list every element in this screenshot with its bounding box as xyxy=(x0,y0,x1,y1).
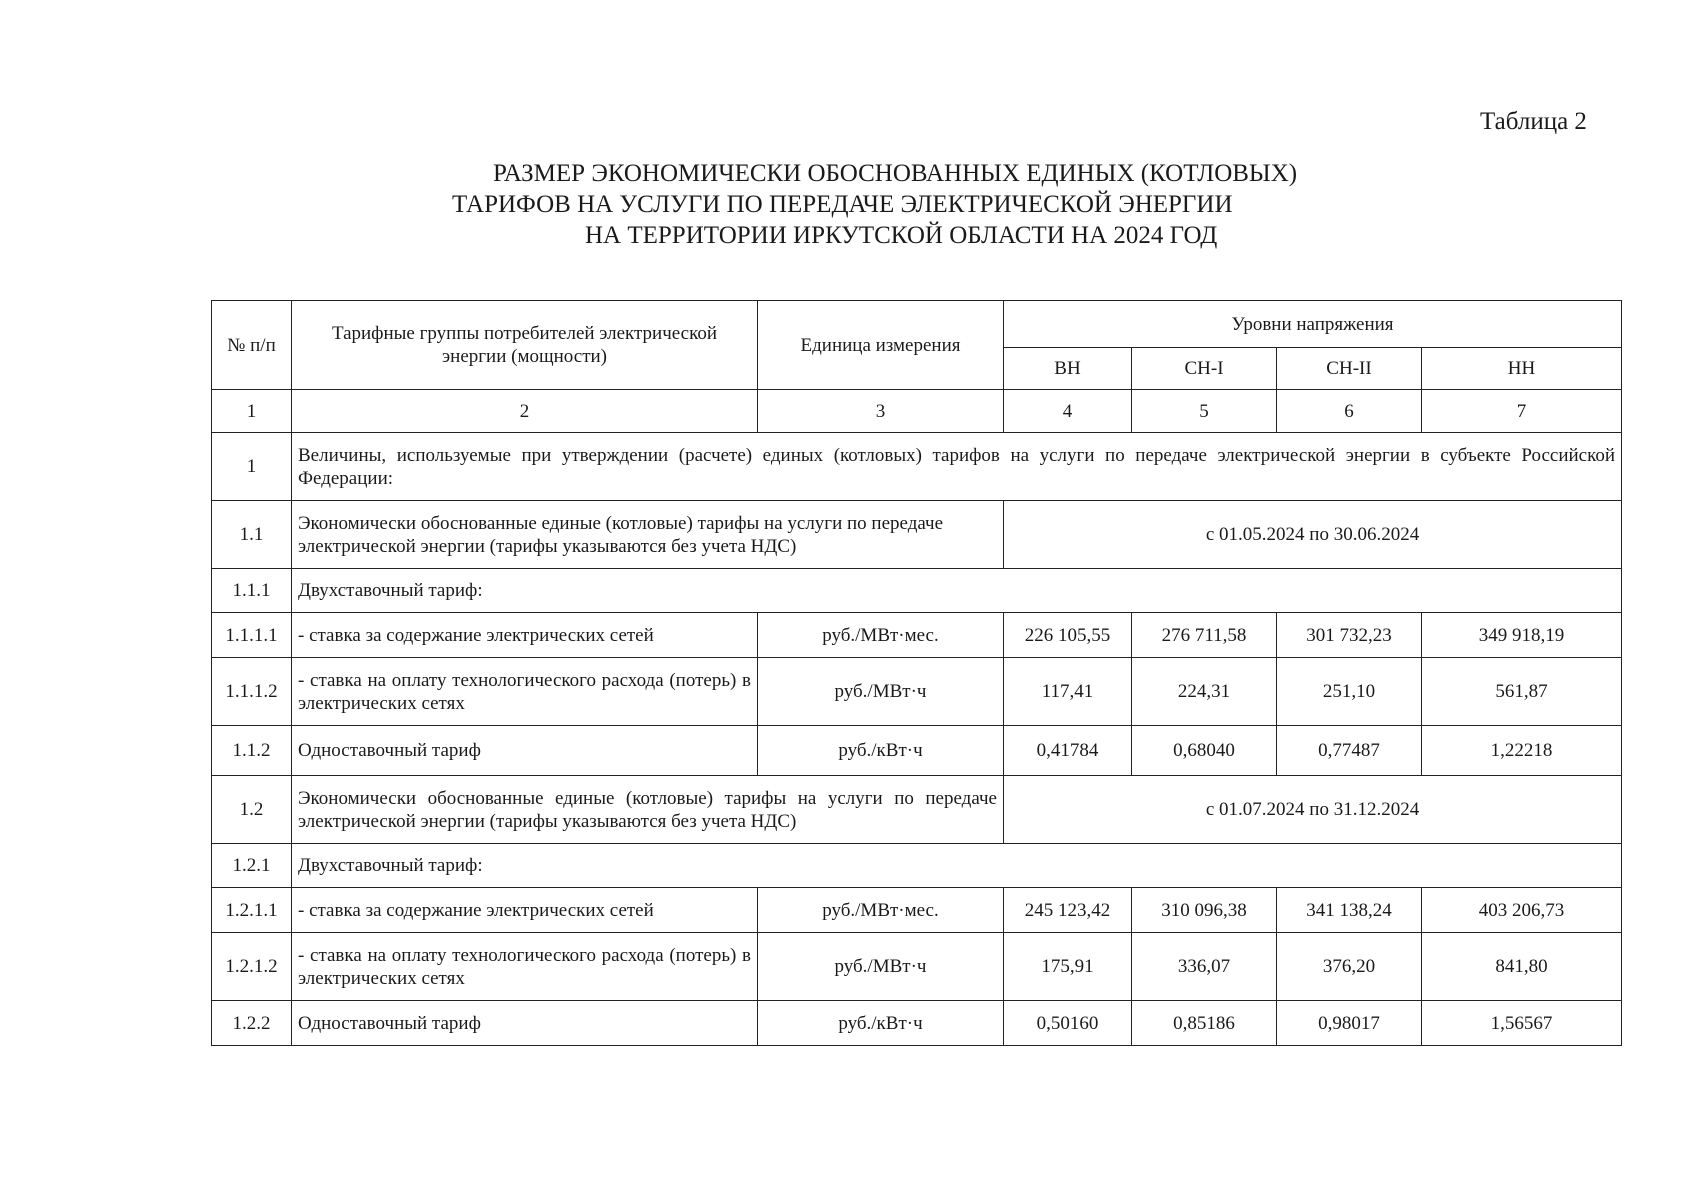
col-number: 6 xyxy=(1277,390,1422,433)
table-row xyxy=(212,433,1622,501)
row-num: 1.1.1 xyxy=(212,569,292,613)
col-number: 5 xyxy=(1132,390,1277,433)
table-row xyxy=(212,658,1622,726)
row-text: Экономически обоснованные единые (котловые) тарифы на услуги по передаче электрической энергии (тарифы указываются без учета НДС) xyxy=(292,776,1004,844)
row-text: - ставка на оплату технологического расхода (потерь) в электрических сетях xyxy=(292,933,758,1001)
table-row xyxy=(212,1001,1622,1046)
value-sn1: 276 711,58 xyxy=(1132,613,1277,658)
header-nn: НН xyxy=(1422,348,1622,390)
row-text: Двухставочный тариф: xyxy=(292,844,1622,888)
row-unit: руб./МВт·мес. xyxy=(758,613,1004,658)
col-number: 7 xyxy=(1422,390,1622,433)
value-sn2: 0,77487 xyxy=(1277,726,1422,776)
table-row xyxy=(212,933,1622,1001)
value-nn: 1,22218 xyxy=(1422,726,1622,776)
header-groups: Тарифные группы потребителей электрической энергии (мощности) xyxy=(292,301,758,390)
header-sn2: СН-II xyxy=(1277,348,1422,390)
period-cell: с 01.07.2024 по 31.12.2024 xyxy=(1004,776,1622,844)
table-row xyxy=(212,776,1622,844)
value-nn: 403 206,73 xyxy=(1422,888,1622,933)
col-number: 2 xyxy=(292,390,758,433)
value-nn: 561,87 xyxy=(1422,658,1622,726)
value-vn: 245 123,42 xyxy=(1004,888,1132,933)
row-num: 1 xyxy=(212,433,292,501)
value-nn: 841,80 xyxy=(1422,933,1622,1001)
value-sn2: 251,10 xyxy=(1277,658,1422,726)
row-unit: руб./кВт·ч xyxy=(758,726,1004,776)
table-row xyxy=(212,726,1622,776)
header-vn: ВН xyxy=(1004,348,1132,390)
col-number: 1 xyxy=(212,390,292,433)
table-row xyxy=(212,501,1622,569)
title-line-2: ТАРИФОВ НА УСЛУГИ ПО ПЕРЕДАЧЕ ЭЛЕКТРИЧЕСКОЙ ЭНЕРГИИ xyxy=(452,191,1233,218)
value-sn2: 376,20 xyxy=(1277,933,1422,1001)
value-sn1: 0,85186 xyxy=(1132,1001,1277,1046)
row-text: - ставка за содержание электрических сетей xyxy=(292,613,758,658)
tariff-table xyxy=(211,300,1622,1046)
value-sn1: 224,31 xyxy=(1132,658,1277,726)
col-number: 4 xyxy=(1004,390,1132,433)
table-row xyxy=(212,888,1622,933)
header-levels: Уровни напряжения xyxy=(1004,301,1622,348)
row-text: Одноставочный тариф xyxy=(292,726,758,776)
row-text: Величины, используемые при утверждении (расчете) единых (котловых) тарифов на услуги по передаче электрической энергии в субъекте Российской Федерации: xyxy=(292,433,1622,501)
row-unit: руб./кВт·ч xyxy=(758,1001,1004,1046)
col-number: 3 xyxy=(758,390,1004,433)
header-sn1: СН-I xyxy=(1132,348,1277,390)
row-text: Экономически обоснованные единые (котловые) тарифы на услуги по передаче электрической энергии (тарифы указываются без учета НДС) xyxy=(292,501,1004,569)
value-vn: 0,41784 xyxy=(1004,726,1132,776)
row-num: 1.2.1.1 xyxy=(212,888,292,933)
table-row xyxy=(212,569,1622,613)
value-nn: 1,56567 xyxy=(1422,1001,1622,1046)
row-text: Двухставочный тариф: xyxy=(292,569,1622,613)
table-label: Таблица 2 xyxy=(1480,108,1587,135)
row-text: - ставка за содержание электрических сетей xyxy=(292,888,758,933)
title-line-3: НА ТЕРРИТОРИИ ИРКУТСКОЙ ОБЛАСТИ НА 2024 ГОД xyxy=(585,222,1218,249)
row-unit: руб./МВт·ч xyxy=(758,933,1004,1001)
header-unit: Единица измерения xyxy=(758,301,1004,390)
value-vn: 226 105,55 xyxy=(1004,613,1132,658)
value-nn: 349 918,19 xyxy=(1422,613,1622,658)
value-vn: 0,50160 xyxy=(1004,1001,1132,1046)
row-num: 1.1 xyxy=(212,501,292,569)
value-sn1: 310 096,38 xyxy=(1132,888,1277,933)
value-vn: 117,41 xyxy=(1004,658,1132,726)
row-unit: руб./МВт·ч xyxy=(758,658,1004,726)
value-sn2: 341 138,24 xyxy=(1277,888,1422,933)
row-num: 1.1.1.1 xyxy=(212,613,292,658)
column-numbers-row xyxy=(212,390,1622,433)
row-num: 1.2.1 xyxy=(212,844,292,888)
row-unit: руб./МВт·мес. xyxy=(758,888,1004,933)
table-row xyxy=(212,613,1622,658)
row-text: - ставка на оплату технологического расхода (потерь) в электрических сетях xyxy=(292,658,758,726)
period-cell: с 01.05.2024 по 30.06.2024 xyxy=(1004,501,1622,569)
row-num: 1.1.1.2 xyxy=(212,658,292,726)
title-line-1: РАЗМЕР ЭКОНОМИЧЕСКИ ОБОСНОВАННЫХ ЕДИНЫХ (КОТЛОВЫХ) xyxy=(493,160,1298,187)
row-num: 1.2 xyxy=(212,776,292,844)
row-num: 1.1.2 xyxy=(212,726,292,776)
value-sn1: 336,07 xyxy=(1132,933,1277,1001)
row-num: 1.2.2 xyxy=(212,1001,292,1046)
header-row-1 xyxy=(212,301,1622,348)
value-sn1: 0,68040 xyxy=(1132,726,1277,776)
value-sn2: 0,98017 xyxy=(1277,1001,1422,1046)
row-num: 1.2.1.2 xyxy=(212,933,292,1001)
value-sn2: 301 732,23 xyxy=(1277,613,1422,658)
row-text: Одноставочный тариф xyxy=(292,1001,758,1046)
value-vn: 175,91 xyxy=(1004,933,1132,1001)
header-num: № п/п xyxy=(212,301,292,390)
table-row xyxy=(212,844,1622,888)
